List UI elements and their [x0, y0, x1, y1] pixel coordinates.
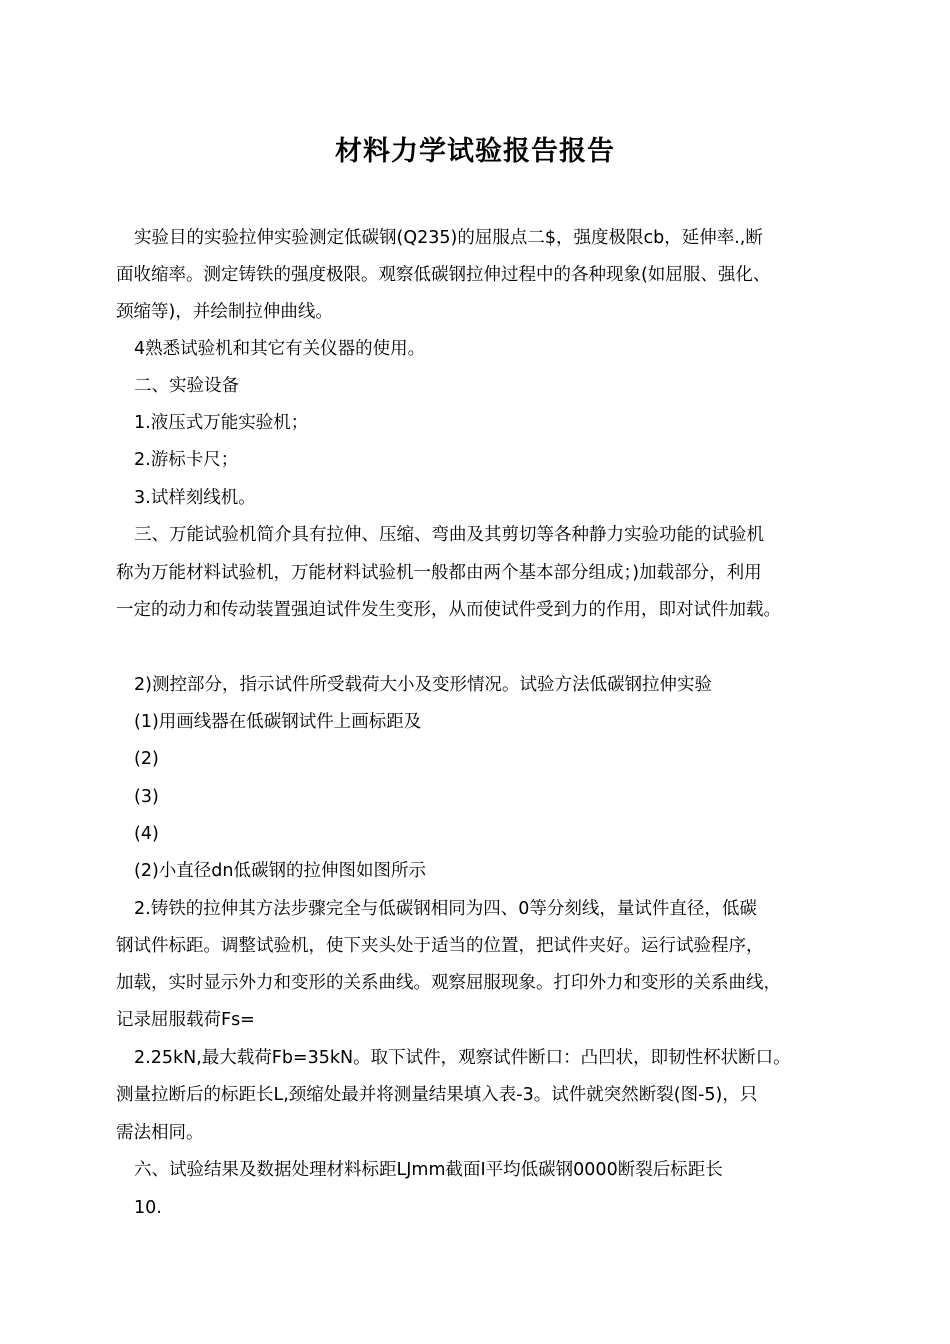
list-item: (1)用画线器在低碳钢试件上画标距及 — [134, 712, 422, 732]
list-item: 3.试样刻线机。 — [134, 488, 256, 508]
text-line: 测量拉断后的标距长L,颈缩处最并将测量结果填入表-3。试件就突然断裂(图-5)，只 — [116, 1085, 758, 1105]
text-line: 2.铸铁的拉伸其方法步骤完全与低碳钢相同为四、0等分刻线，量试件直径，低碳 — [134, 899, 757, 919]
text-line: 加载，实时显示外力和变形的关系曲线。观察屈服现象。打印外力和变形的关系曲线， — [116, 973, 781, 993]
list-item: 2.游标卡尺； — [134, 450, 239, 470]
text-line: 2.25kN,最大载荷Fb=35kN。取下试件，观察试件断口：凸凹状，即韧性杯状断口。 — [134, 1048, 791, 1068]
text-line: 一定的动力和传动装置强迫试件发生变形，从而使试件受到力的作用，即对试件加载。 — [116, 600, 781, 620]
section-heading: 二、实验设备 — [134, 376, 239, 396]
list-item: (2)小直径dn低碳钢的拉伸图如图所示 — [134, 861, 426, 881]
text-line: 颈缩等)，并绘制拉伸曲线。 — [116, 302, 333, 322]
text-line: 实验目的实验拉伸实验测定低碳钢(Q235)的屈服点二$，强度极限cb，延伸率.,断 — [134, 228, 763, 248]
list-item: (2) — [134, 749, 159, 769]
section-heading: 三、万能试验机简介具有拉伸、压缩、弯曲及其剪切等各种静力实验功能的试验机 — [134, 525, 764, 545]
text-line: 钢试件标距。调整试验机，使下夹头处于适当的位置，把试件夹好。运行试验程序， — [116, 936, 764, 956]
text-line: 面收缩率。测定铸铁的强度极限。观察低碳钢拉伸过程中的各种现象(如屈服、强化、 — [116, 265, 771, 285]
text-line: 称为万能材料试验机，万能材料试验机一般都由两个基本部分组成；)加载部分，利用 — [116, 563, 762, 583]
text-line: 10. — [134, 1198, 162, 1218]
text-line: 需法相同。 — [116, 1123, 204, 1143]
text-line: 2)测控部分，指示试件所受载荷大小及变形情况。试验方法低碳钢拉伸实验 — [134, 675, 712, 695]
section-heading: 六、试验结果及数据处理材料标距LJmm截面I平均低碳钢0000断裂后标距长 — [134, 1160, 723, 1180]
list-item: 1.液压式万能实验机； — [134, 413, 309, 433]
list-item: (3) — [134, 787, 159, 807]
document-title: 材料力学试验报告报告 — [335, 136, 615, 167]
text-line: 记录屈服载荷Fs= — [116, 1010, 255, 1030]
list-item: (4) — [134, 824, 159, 844]
text-line: 4熟悉试验机和其它有关仪器的使用。 — [134, 339, 426, 359]
